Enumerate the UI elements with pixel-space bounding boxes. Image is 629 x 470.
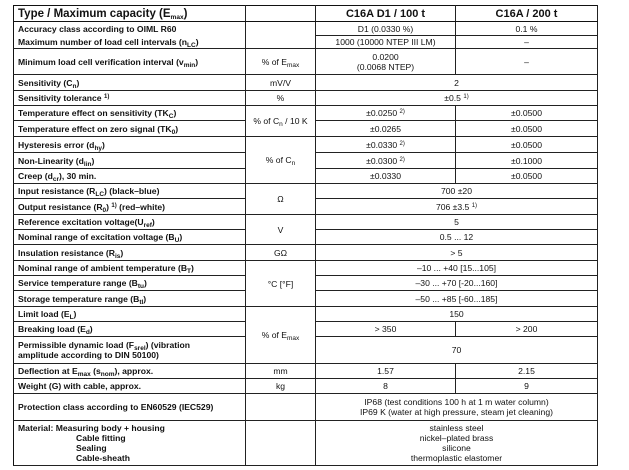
text-segment: ) [73, 309, 77, 319]
value-cell-both-models [316, 261, 598, 276]
row-label [14, 106, 246, 121]
row-label [14, 137, 246, 153]
text-segment: Sensitivity (C [18, 77, 73, 88]
row-label [14, 307, 246, 322]
value-cell-both-models [316, 184, 598, 199]
text-segment: 2 [454, 77, 459, 88]
unit-cell [246, 22, 316, 49]
text-segment: Input resistance (R [18, 186, 96, 196]
text-segment: ) [76, 77, 80, 88]
text-segment: cr [52, 176, 60, 183]
value-cell-c16a-200t [456, 36, 598, 49]
unit-cell [246, 91, 316, 106]
value-cell-both-models [316, 291, 598, 307]
text-segment: (0.0068 NTEP) [356, 61, 415, 72]
header-type-label [14, 6, 246, 22]
text-segment: U [174, 237, 180, 244]
text-segment: silicone [442, 443, 471, 453]
footnote-mark: 2) [399, 156, 405, 163]
text-segment: ) (black–blue) [104, 186, 160, 196]
text-segment: ±0.0500 [510, 123, 542, 134]
text-segment: Weight (G) with cable, approx. [18, 381, 142, 391]
table-row [14, 245, 598, 261]
text-segment: 150 [449, 309, 464, 319]
text-segment: 0 [171, 128, 176, 136]
specification-table [13, 5, 598, 466]
text-segment: ) [195, 56, 199, 67]
text-segment: 70 [451, 345, 462, 355]
text-segment: > 5 [450, 247, 463, 258]
value-cell-c16a-200t [456, 379, 598, 394]
value-cell-c16a-d1 [316, 322, 456, 337]
row-label [14, 276, 246, 291]
text-segment: amplitude according to DIN 50100) [18, 350, 159, 360]
text-segment: Type / Maximum capacity (E [18, 7, 171, 20]
text-segment: ±0.0500 [510, 171, 542, 181]
header-model-c16a-d1: C16A D1 / 100 t [316, 6, 456, 22]
text-segment: is [114, 252, 121, 260]
text-segment: mm [273, 366, 288, 376]
text-segment: 8 [383, 381, 388, 391]
text-segment: IP69 K (water at high pressure, steam jet cleaning) [360, 407, 553, 417]
text-segment: Creep (d [18, 171, 53, 181]
text-segment: ) [91, 155, 95, 166]
unit-cell [246, 307, 316, 364]
row-label [14, 230, 246, 245]
value-cell-both-models [316, 421, 598, 466]
text-segment: Nominal range of excitation voltage (B [18, 232, 175, 242]
text-segment: – [524, 37, 529, 47]
table-row [14, 184, 598, 199]
text-segment: ±0.5 [444, 93, 464, 103]
text-segment: 0 [102, 206, 107, 214]
value-cell-c16a-d1 [316, 121, 456, 137]
text-segment: ±0.0330 [366, 139, 400, 150]
table-row [14, 91, 598, 106]
text-segment: Cable-sheath [76, 453, 130, 463]
text-segment: –10 ... +40 [15...105] [416, 263, 497, 273]
text-segment: Permissible dynamic load (F [18, 340, 135, 350]
value-cell-c16a-200t [456, 364, 598, 379]
value-cell-c16a-200t [456, 22, 598, 36]
text-segment: n [72, 82, 77, 90]
text-segment: C [168, 113, 174, 120]
text-segment: stainless steel [429, 423, 484, 433]
header-unit-cell [246, 6, 316, 22]
text-segment: 1.57 [377, 366, 394, 376]
unit-cell [246, 364, 316, 379]
row-label [14, 184, 246, 199]
row-label [14, 421, 246, 466]
text-segment: Hysteresis error (d [18, 139, 95, 150]
text-segment: LC [95, 191, 105, 198]
text-segment: min [183, 61, 196, 69]
text-segment: srel [134, 345, 146, 352]
text-segment: n [291, 160, 296, 167]
text-segment: Accuracy class according to OIML R60 [18, 23, 177, 34]
text-segment: mV/V [269, 77, 291, 88]
value-cell-c16a-d1 [316, 364, 456, 379]
value-cell-both-models [316, 245, 598, 261]
value-cell-c16a-d1 [316, 36, 456, 49]
value-cell-c16a-d1 [316, 22, 456, 36]
row-label [14, 291, 246, 307]
text-segment: °C [°F] [267, 278, 294, 289]
text-segment: Breaking load (E [18, 324, 86, 334]
text-segment: max [287, 61, 300, 69]
text-segment: LC [187, 41, 196, 49]
table-row [14, 307, 598, 322]
row-label [14, 322, 246, 337]
row-label [14, 36, 246, 49]
value-cell-both-models [316, 215, 598, 230]
text-segment: ) [106, 201, 112, 212]
text-segment: T [187, 268, 192, 275]
text-segment: Maximum number of load cell intervals (n [18, 36, 188, 47]
text-segment: Temperature effect on sensitivity (TK [18, 108, 169, 118]
text-segment: ±0.1000 [510, 155, 542, 166]
text-segment: Nominal range of ambient temperature (B [18, 263, 188, 273]
row-label [14, 379, 246, 394]
text-segment: ±0.0250 [366, 108, 400, 118]
value-cell-c16a-200t [456, 137, 598, 153]
text-segment: > 350 [374, 324, 397, 334]
text-segment: ) (vibration [145, 340, 191, 350]
text-segment: Minimum load cell verification interval (v [18, 56, 184, 67]
unit-cell [246, 379, 316, 394]
text-segment: ±0.0300 [366, 155, 400, 166]
text-segment: –50 ... +85 [-60...185] [415, 293, 498, 304]
text-segment: ) [173, 108, 177, 118]
text-segment: ) [144, 278, 147, 288]
text-segment: hy [94, 144, 103, 152]
footnote-mark: 1) [103, 94, 110, 100]
text-segment: ) [175, 123, 179, 134]
table-row [14, 421, 598, 466]
row-label [14, 215, 246, 230]
text-segment: GΩ [273, 247, 288, 258]
text-segment: 0.5 ... 12 [439, 232, 474, 242]
value-cell-c16a-d1 [316, 169, 456, 184]
text-segment: ), approx. [114, 366, 154, 376]
text-segment: > 200 [515, 324, 538, 334]
value-cell-both-models [316, 394, 598, 421]
text-segment: Sensitivity tolerance [18, 93, 104, 103]
text-segment: – [524, 56, 529, 67]
value-cell-both-models [316, 230, 598, 245]
row-label [14, 153, 246, 169]
footnote-mark: 2) [399, 109, 405, 115]
value-cell-both-models [316, 307, 598, 322]
row-label [14, 199, 246, 215]
text-segment: 2.15 [518, 366, 535, 376]
value-cell-c16a-200t [456, 106, 598, 121]
text-segment: ) [151, 217, 155, 227]
unit-cell [246, 184, 316, 215]
row-label [14, 394, 246, 421]
text-segment: ±0.0265 [369, 123, 401, 134]
text-segment: Temperature effect on zero signal (TK [18, 123, 172, 134]
text-segment: ) [102, 139, 105, 150]
header-model-c16a-200t: C16A / 200 t [456, 6, 598, 22]
table-row [14, 364, 598, 379]
text-segment: ) [183, 7, 188, 20]
text-segment: –30 ... +70 [-20...160] [415, 278, 498, 288]
text-segment: ) [195, 36, 199, 47]
text-segment: Output resistance (R [18, 201, 103, 212]
value-cell-c16a-d1 [316, 106, 456, 121]
text-segment: 700 ±20 [440, 186, 472, 196]
unit-cell [246, 421, 316, 466]
text-segment: / 10 K [282, 116, 308, 126]
text-segment: ) [179, 232, 183, 242]
text-segment: V [277, 224, 284, 235]
value-cell-c16a-d1 [316, 137, 456, 153]
text-segment: % [276, 93, 285, 103]
text-segment: Insulation resistance (R [18, 247, 115, 258]
row-label [14, 245, 246, 261]
text-segment: Protection class according to EN60529 (IEC529) [18, 402, 214, 412]
text-segment: (s [90, 366, 101, 376]
text-segment: 706 ±3.5 [435, 201, 472, 212]
value-cell-c16a-200t [456, 169, 598, 184]
text-segment: ref [143, 222, 152, 229]
footnote-mark: 1) [463, 94, 469, 100]
table-row [14, 22, 598, 36]
table-row [14, 261, 598, 276]
table-row [14, 394, 598, 421]
unit-cell [246, 106, 316, 137]
row-label [14, 91, 246, 106]
row-label [14, 364, 246, 379]
value-cell-both-models [316, 337, 598, 364]
value-cell-c16a-200t [456, 49, 598, 75]
text-segment: L [69, 314, 74, 321]
text-segment: Reference excitation voltage(U [18, 217, 144, 227]
footnote-mark: 1) [471, 202, 478, 209]
text-segment: lin [83, 160, 92, 168]
text-segment: D1 (0.0330 %) [357, 23, 414, 34]
text-segment: % of C [253, 116, 280, 126]
unit-cell [246, 75, 316, 91]
row-label [14, 261, 246, 276]
row-label [14, 75, 246, 91]
text-segment: ) [89, 324, 93, 334]
text-segment: ) [143, 293, 147, 304]
text-segment: Ω [277, 194, 284, 204]
value-cell-both-models [316, 75, 598, 91]
text-segment: Limit load (E [18, 309, 70, 319]
value-cell-c16a-d1 [316, 153, 456, 169]
text-segment: nom [100, 371, 115, 378]
value-cell-both-models [316, 199, 598, 215]
text-segment: nickel–plated brass [419, 433, 494, 443]
value-cell-c16a-200t [456, 322, 598, 337]
text-segment: Sealing [76, 443, 107, 453]
text-segment: thermoplastic elastomer [410, 453, 503, 463]
text-segment: Storage temperature range (B [18, 293, 140, 304]
text-segment: max [287, 335, 300, 342]
text-segment: d [85, 329, 90, 336]
unit-cell [246, 245, 316, 261]
text-segment: % of E [261, 56, 288, 67]
value-cell-c16a-d1 [316, 379, 456, 394]
footnote-mark: 1) [111, 202, 117, 209]
text-segment: Deflection at E [18, 366, 78, 376]
text-segment: 0.0200 [372, 51, 399, 62]
text-segment: ) [120, 247, 124, 258]
text-segment: ±0.0500 [510, 108, 542, 118]
value-cell-both-models [316, 276, 598, 291]
row-label [14, 49, 246, 75]
text-segment: tl [139, 298, 144, 306]
footnote-mark: 2) [399, 140, 405, 147]
text-segment: tu [137, 283, 145, 290]
table-row [14, 106, 598, 121]
unit-cell [246, 137, 316, 184]
value-cell-both-models [316, 91, 598, 106]
row-label [14, 121, 246, 137]
text-segment: n [279, 121, 283, 128]
unit-cell [246, 394, 316, 421]
text-segment: ±0.0330 [369, 171, 401, 181]
text-segment: kg [275, 381, 286, 391]
text-segment: ) [191, 263, 194, 273]
unit-cell [246, 261, 316, 307]
text-segment: ), 30 min. [59, 171, 97, 181]
header-row [14, 6, 598, 22]
row-label [14, 337, 246, 364]
table-row [14, 137, 598, 153]
value-cell-c16a-200t [456, 153, 598, 169]
table-row [14, 215, 598, 230]
table-row [14, 75, 598, 91]
text-segment: ±0.0500 [510, 139, 542, 150]
text-segment: 5 [454, 217, 459, 227]
text-segment: % of E [261, 330, 288, 340]
text-segment: Non-Linearity (d [18, 155, 84, 166]
text-segment: Cable fitting [76, 433, 126, 443]
text-segment: Service temperature range (B [18, 278, 138, 288]
value-cell-c16a-d1 [316, 49, 456, 75]
value-cell-c16a-200t [456, 121, 598, 137]
text-segment: IP68 (test conditions 100 h at 1 m water column) [364, 397, 549, 407]
unit-cell [246, 49, 316, 75]
text-segment: max [77, 371, 91, 378]
text-segment: (red–white) [116, 201, 165, 212]
text-segment: max [170, 13, 184, 21]
row-label [14, 169, 246, 184]
text-segment: Material: Measuring body + housing [18, 423, 165, 433]
unit-cell [246, 215, 316, 245]
row-label [14, 22, 246, 36]
text-segment: 0.1 % [515, 23, 538, 34]
text-segment: 9 [524, 381, 529, 391]
text-segment: % of C [265, 155, 292, 165]
text-segment: 1000 (10000 NTEP III LM) [335, 37, 436, 47]
table-row [14, 49, 598, 75]
table-row [14, 379, 598, 394]
